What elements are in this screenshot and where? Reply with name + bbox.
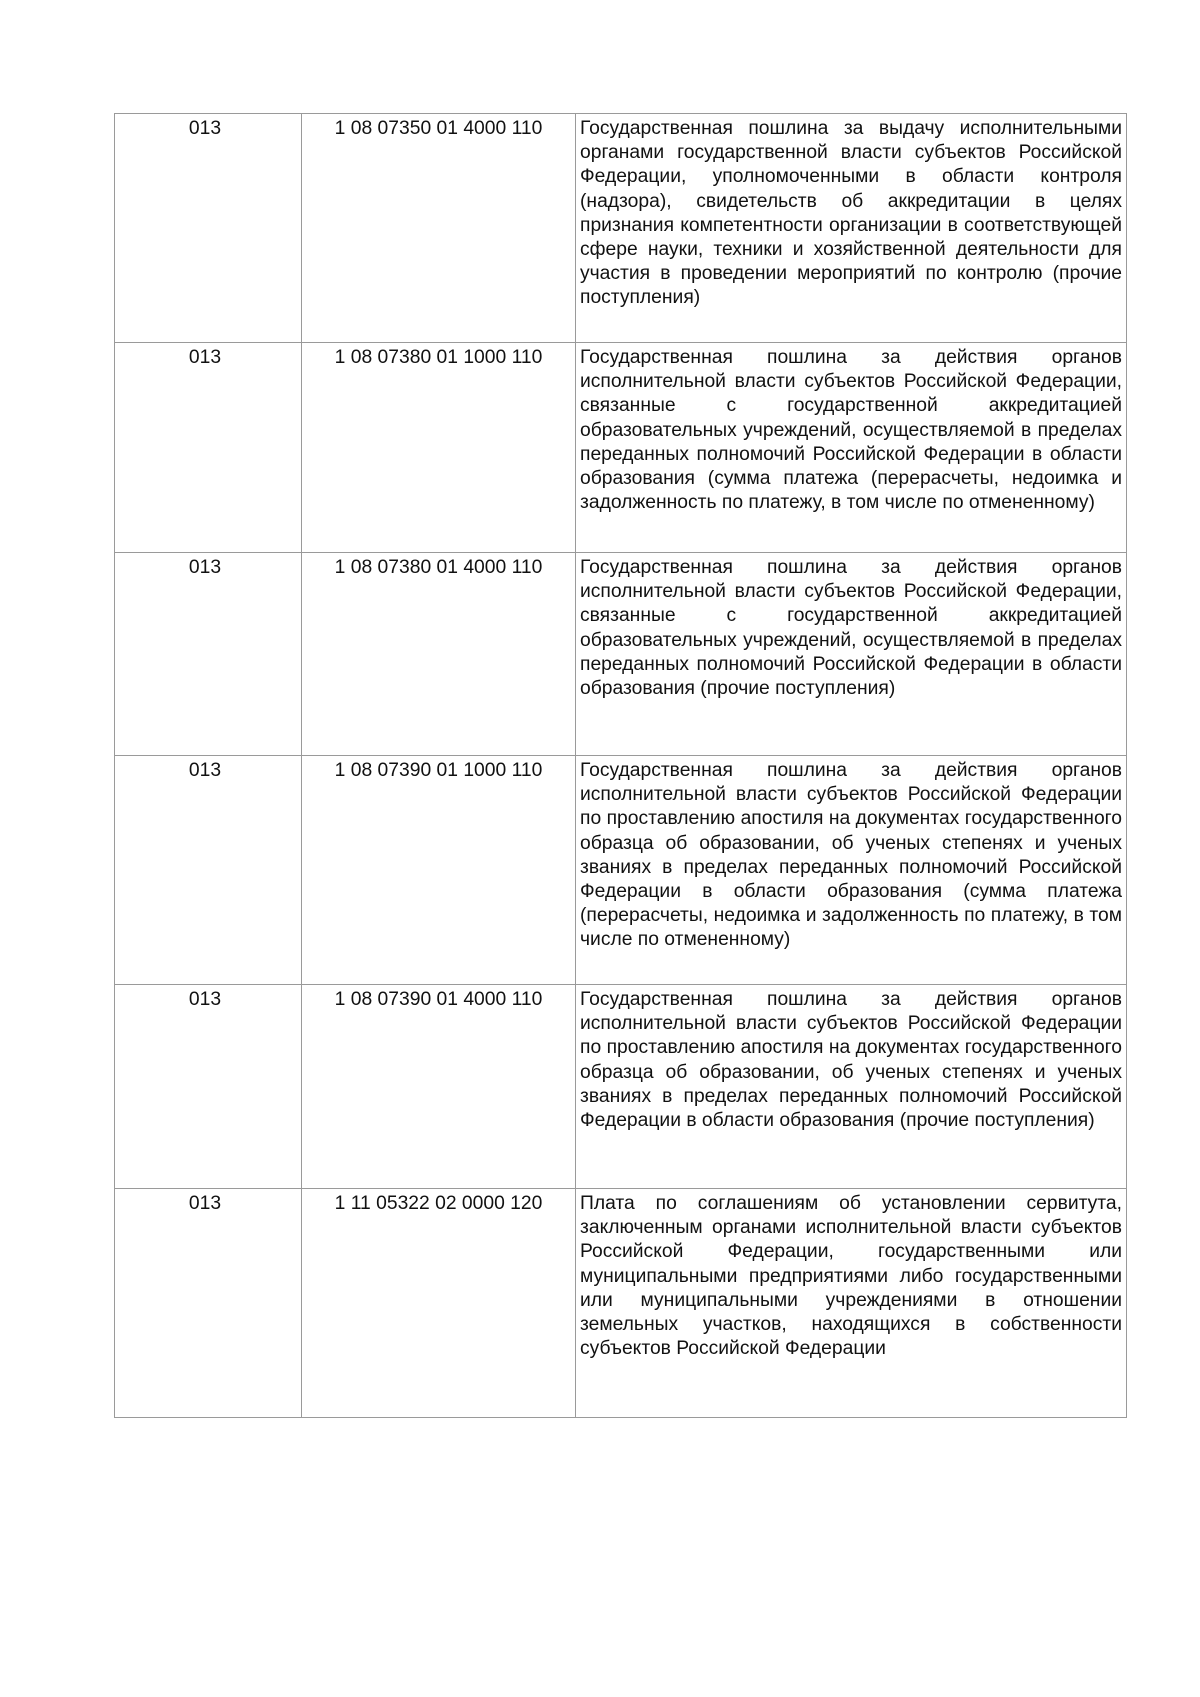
income-name-cell [576,756,1127,985]
income-name-cell [576,553,1127,756]
table-row [115,1189,1127,1418]
table-row [115,114,1127,343]
kbk-code-cell: 1 11 05322 02 0000 120 [302,1189,576,1418]
admin-code-cell: 013 [115,343,302,553]
kbk-code-cell: 1 08 07390 01 1000 110 [302,756,576,985]
income-name-text: Государственная пошлина за действия органов исполнительной власти субъектов Российской Федерации по проставлению апостиля на документах государственного образца об образовании, об ученых степенях и ученых званиях в пределах переданных полномочий Российской Федерации в области образования (прочие поступления) [580,989,1122,1132]
admin-code-cell: 013 [115,985,302,1189]
table-row [115,985,1127,1189]
admin-code-cell: 013 [115,114,302,343]
income-name-text: Государственная пошлина за действия органов исполнительной власти субъектов Российской Федерации по проставлению апостиля на документах государственного образца об образовании, об ученых степенях и ученых званиях в пределах переданных полномочий Российской Федерации в области образования (сумма платежа (перерасчеты, недоимка и задолженность по платежу, в том числе по отмененному) [580,760,1122,951]
income-name-text: Государственная пошлина за действия органов исполнительной власти субъектов Российской Федерации, связанные с государственной аккредитацией образовательных учреждений, осуществляемой в пределах переданных полномочий Российской Федерации в области образования (сумма платежа (перерасчеты, недоимка и задолженность по платежу, в том числе по отмененному) [580,347,1122,514]
income-name-text: Государственная пошлина за действия органов исполнительной власти субъектов Российской Федерации, связанные с государственной аккредитацией образовательных учреждений, осуществляемой в пределах переданных полномочий Российской Федерации в области образования (прочие поступления) [580,557,1122,700]
admin-code-cell: 013 [115,553,302,756]
admin-code-cell: 013 [115,756,302,985]
admin-code-cell: 013 [115,1189,302,1418]
income-name-cell [576,343,1127,553]
kbk-code-cell: 1 08 07390 01 4000 110 [302,985,576,1189]
income-name-cell [576,114,1127,343]
table-row [115,756,1127,985]
income-name-cell [576,985,1127,1189]
income-name-cell [576,1189,1127,1418]
kbk-code-cell: 1 08 07350 01 4000 110 [302,114,576,343]
kbk-code-cell: 1 08 07380 01 1000 110 [302,343,576,553]
kbk-code-cell: 1 08 07380 01 4000 110 [302,553,576,756]
budget-code-table [114,113,1127,1418]
income-name-text: Государственная пошлина за выдачу исполнительными органами государственной власти субъектов Российской Федерации, уполномоченными в области контроля (надзора), свидетельств об аккредитации в целях признания компетентности организации в соответствующей сфере науки, техники и хозяйственной деятельности для участия в проведении мероприятий по контролю (прочие поступления) [580,118,1122,309]
table-row [115,553,1127,756]
table-row [115,343,1127,553]
income-name-text: Плата по соглашениям об установлении сервитута, заключенным органами исполнительной власти субъектов Российской Федерации, государственными или муниципальными предприятиями либо государственными или муниципальными учреждениями в отношении земельных участков, находящихся в собственности субъектов Российской Федерации [580,1193,1122,1360]
